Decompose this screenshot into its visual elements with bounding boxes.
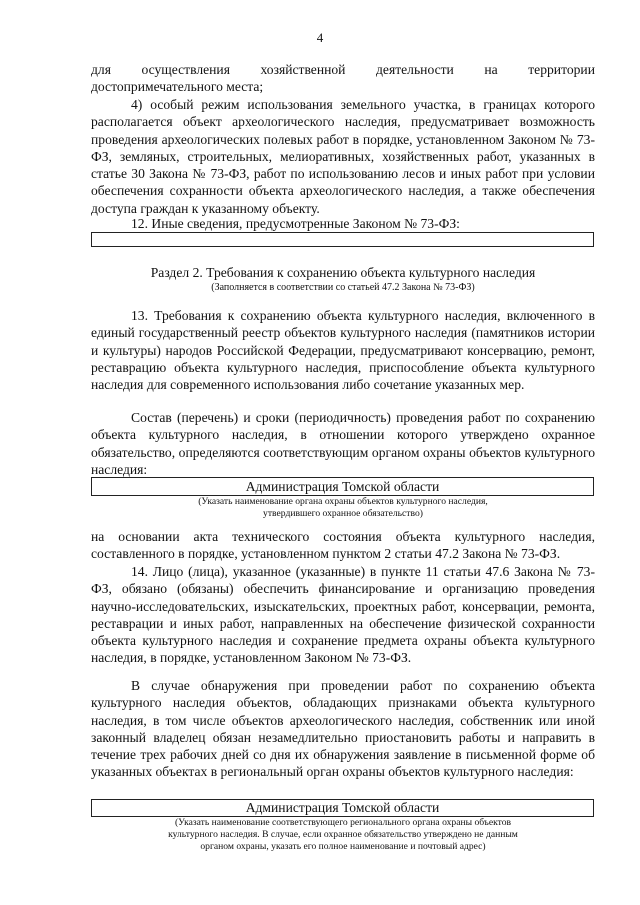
authority-note-2-line-3: органом охраны, указать его полное наименование и почтовый адрес) xyxy=(200,841,486,852)
intro-line-1: для осуществления хозяйственной деятельности на территории xyxy=(91,62,595,77)
page-number: 4 xyxy=(316,30,324,45)
authority-note-1-line-1: (Указать наименование органа охраны объектов культурного наследия, xyxy=(198,496,488,507)
authority-field-1: Администрация Томской области xyxy=(91,477,594,496)
intro-line-2: достопримечательного места; xyxy=(91,79,264,94)
composition-paragraph: Состав (перечень) и сроки (периодичность) проведения работ по сохранению объекта культурного наследия, в отношении которого утверждено охранное обязательство, определяются соответствующим органом охраны объектов культурного наследия: xyxy=(91,410,595,477)
discovery-paragraph: В случае обнаружения при проведении работ по сохранению объекта культурного наследия объектов, обладающих признаками объекта культурного наследия, в том числе объектов археологического наследия, собственник или иной законный владелец обязан незамедлительно приостановить работы и направить в течение трех рабочих дней со дня их обнаружения заявление в письменной форме об указанных объектах в региональный орган охраны объектов культурного наследия: xyxy=(91,678,595,780)
section-2-title: Раздел 2. Требования к сохранению объекта культурного наследия xyxy=(150,265,536,280)
item-14-paragraph: 14. Лицо (лица), указанное (указанные) в пункте 11 статьи 47.6 Закона № 73-ФЗ, обязано (обязаны) обеспечить финансирование и организацию проведения научно-исследовательских, изыскательских, проектных работ, консервации, ремонта, реставрации и иных работ, направленных на обеспечение физической сохранности объекта культурного наследия и сохранение предмета охраны объекта культурного наследия, в порядке, установленном Законом № 73-ФЗ. xyxy=(91,564,595,666)
item-4-paragraph: 4) особый режим использования земельного участка, в границах которого располагается объект археологического наследия, предусматривает возможность проведения археологических полевых работ в порядке, установленном Законом № 73-ФЗ, земляных, строительных, мелиоративных, хозяйственных работ, указанных в статье 30 Закона № 73-ФЗ, работ по использованию лесов и иных работ при условии обеспечения сохранности объекта археологического наследия, а также обеспечения доступа граждан к указанному объекту. xyxy=(91,97,595,216)
authority-field-2: Администрация Томской области xyxy=(91,799,594,817)
item-13-paragraph: 13. Требования к сохранению объекта культурного наследия, включенного в единый государственный реестр объектов культурного наследия (памятников истории и культуры) народов Российской Федерации, предусматривают консервацию, ремонт, реставрацию объекта культурного наследия, приспособление объекта культурного наследия для современного использования либо сочетание указанных мер. xyxy=(91,308,595,393)
authority-note-2-line-1: (Указать наименование соответствующего регионального органа охраны объектов xyxy=(174,817,512,828)
authority-note-1-line-2: утвердившего охранное обязательство) xyxy=(263,508,423,519)
basis-paragraph: на основании акта технического состояния объекта культурного наследия, составленного в порядке, установленном пунктом 2 статьи 47.2 Закона № 73-ФЗ. xyxy=(91,529,595,562)
authority-note-2-line-2: культурного наследия. В случае, если охранное обязательство утверждено не данным xyxy=(168,829,518,840)
section-2-subtitle: (Заполняется в соответствии со статьей 47.2 Закона № 73-ФЗ) xyxy=(211,282,475,293)
item-12-field xyxy=(91,232,594,247)
item-12-label: 12. Иные сведения, предусмотренные Законом № 73-ФЗ: xyxy=(131,216,460,231)
